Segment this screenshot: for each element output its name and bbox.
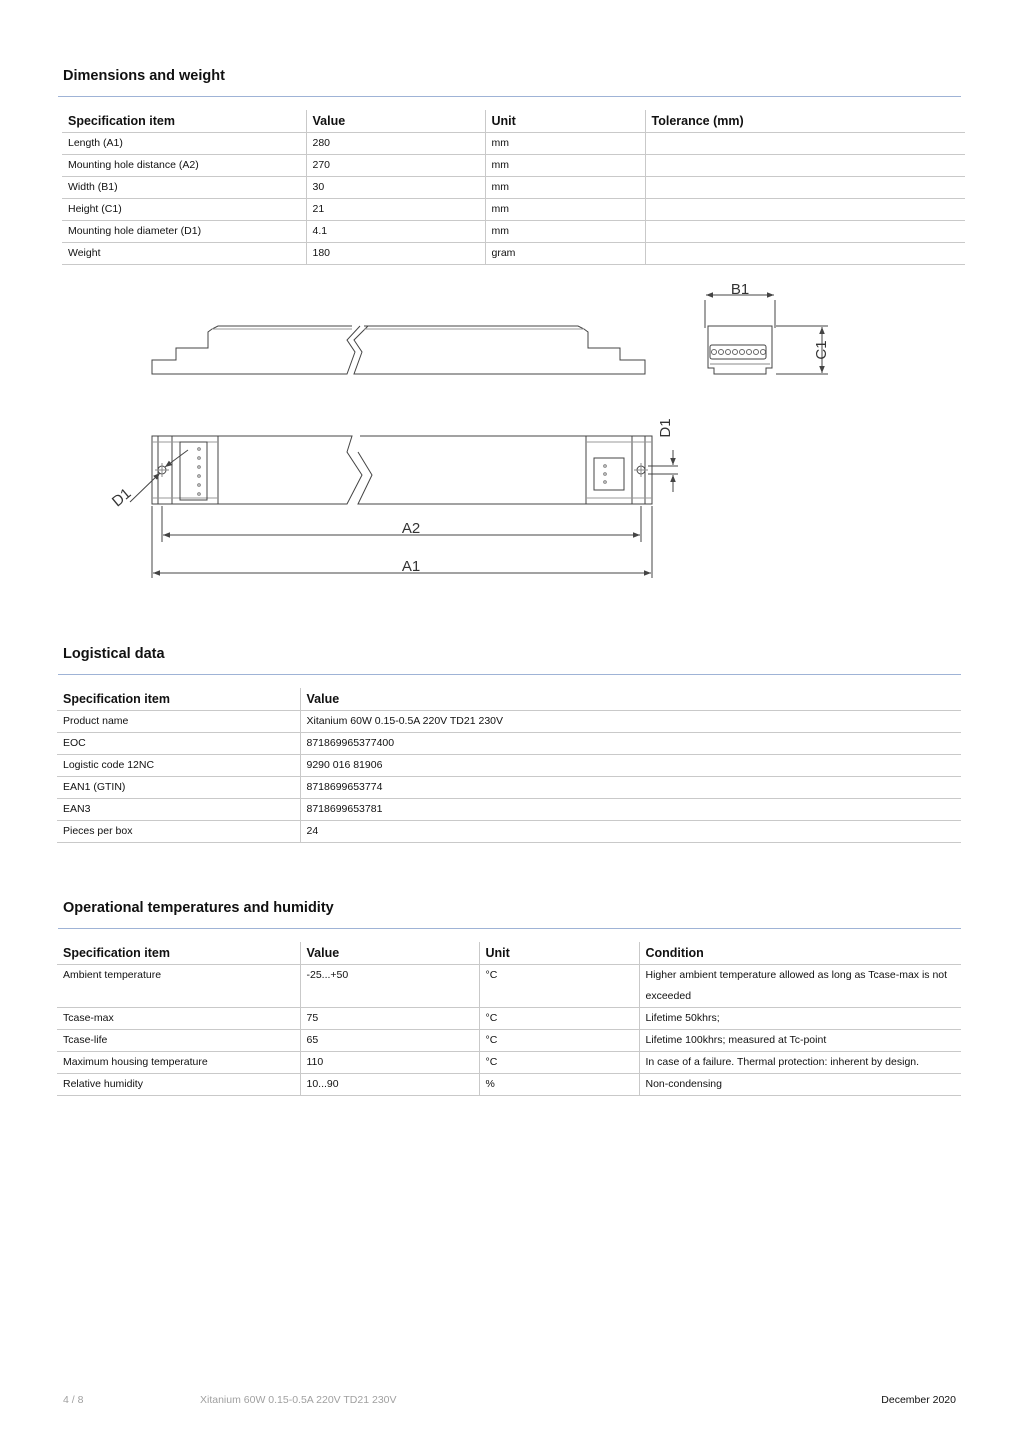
table-cell: Width (B1) xyxy=(62,177,306,199)
table-row xyxy=(62,243,965,265)
table-cell: In case of a failure. Thermal protection: inherent by design. xyxy=(639,1052,961,1074)
table-row xyxy=(57,1052,961,1074)
table-cell: °C xyxy=(479,965,639,1008)
table-header-cell: Specification item xyxy=(57,942,300,965)
table-header-row xyxy=(62,110,965,133)
table-cell: Tcase-life xyxy=(57,1030,300,1052)
table-cell: Tcase-max xyxy=(57,1008,300,1030)
table-cell: Xitanium 60W 0.15-0.5A 220V TD21 230V xyxy=(300,711,961,733)
table-header-cell: Value xyxy=(300,942,479,965)
section-title-logistical: Logistical data xyxy=(63,646,165,662)
table-row xyxy=(57,799,961,821)
section-divider xyxy=(58,96,961,97)
table-cell: mm xyxy=(485,177,645,199)
table-cell: 30 xyxy=(306,177,485,199)
table-cell: 21 xyxy=(306,199,485,221)
table-cell: % xyxy=(479,1074,639,1096)
table-row xyxy=(57,733,961,755)
table-cell: -25...+50 xyxy=(300,965,479,1008)
table-cell: 10...90 xyxy=(300,1074,479,1096)
table-cell: Logistic code 12NC xyxy=(57,755,300,777)
table-row xyxy=(57,777,961,799)
table-row xyxy=(57,755,961,777)
table-cell: Mounting hole distance (A2) xyxy=(62,155,306,177)
table-cell xyxy=(645,177,965,199)
table-cell: Pieces per box xyxy=(57,821,300,843)
table-header-cell: Value xyxy=(306,110,485,133)
table-row xyxy=(57,1008,961,1030)
table-header-cell: Specification item xyxy=(57,688,300,711)
table-row xyxy=(62,133,965,155)
table-cell: 4.1 xyxy=(306,221,485,243)
table-cell: gram xyxy=(485,243,645,265)
label-d1-right: D1 xyxy=(657,418,674,438)
label-c1: C1 xyxy=(813,340,830,360)
table-cell: °C xyxy=(479,1008,639,1030)
side-view xyxy=(152,326,645,374)
table-cell xyxy=(645,243,965,265)
table-cell: mm xyxy=(485,155,645,177)
section-title-operational: Operational temperatures and humidity xyxy=(63,900,334,916)
section-divider xyxy=(58,674,961,675)
table-cell: 8718699653774 xyxy=(300,777,961,799)
table-header-cell: Unit xyxy=(479,942,639,965)
dimensions-table xyxy=(62,110,965,265)
label-a1: A1 xyxy=(401,558,421,575)
table-cell: 75 xyxy=(300,1008,479,1030)
table-cell: 24 xyxy=(300,821,961,843)
table-cell: Product name xyxy=(57,711,300,733)
section-title-dimensions: Dimensions and weight xyxy=(63,68,225,84)
table-cell: mm xyxy=(485,133,645,155)
table-cell: Weight xyxy=(62,243,306,265)
table-cell: °C xyxy=(479,1030,639,1052)
table-row xyxy=(62,199,965,221)
table-cell xyxy=(645,133,965,155)
table-header-row xyxy=(57,942,961,965)
table-cell: Lifetime 50khrs; xyxy=(639,1008,961,1030)
operational-table xyxy=(57,942,961,1096)
table-header-cell: Condition xyxy=(639,942,961,965)
table-cell: 9290 016 81906 xyxy=(300,755,961,777)
table-header-cell: Tolerance (mm) xyxy=(645,110,965,133)
section-divider xyxy=(58,928,961,929)
table-row xyxy=(57,711,961,733)
table-cell: 180 xyxy=(306,243,485,265)
dimension-drawing xyxy=(0,270,1018,590)
label-b1: B1 xyxy=(730,281,750,298)
table-cell: Non-condensing xyxy=(639,1074,961,1096)
table-cell: Lifetime 100khrs; measured at Tc-point xyxy=(639,1030,961,1052)
table-cell: 280 xyxy=(306,133,485,155)
table-cell: 871869965377400 xyxy=(300,733,961,755)
logistical-table xyxy=(57,688,961,843)
table-cell: Higher ambient temperature allowed as long as Tcase-max is not exceeded xyxy=(639,965,961,1008)
footer-product-name: Xitanium 60W 0.15-0.5A 220V TD21 230V xyxy=(200,1394,397,1406)
table-cell: EOC xyxy=(57,733,300,755)
table-cell: Ambient temperature xyxy=(57,965,300,1008)
table-header-cell: Unit xyxy=(485,110,645,133)
table-row xyxy=(57,1030,961,1052)
table-cell: 110 xyxy=(300,1052,479,1074)
table-cell: Height (C1) xyxy=(62,199,306,221)
top-view xyxy=(130,436,678,578)
label-d1-left: D1 xyxy=(108,484,135,511)
table-cell: EAN1 (GTIN) xyxy=(57,777,300,799)
table-cell: Mounting hole diameter (D1) xyxy=(62,221,306,243)
table-cell xyxy=(645,199,965,221)
table-cell: 270 xyxy=(306,155,485,177)
table-cell: mm xyxy=(485,199,645,221)
table-header-cell: Value xyxy=(300,688,961,711)
table-row xyxy=(57,821,961,843)
table-cell: °C xyxy=(479,1052,639,1074)
table-cell: 8718699653781 xyxy=(300,799,961,821)
end-view xyxy=(705,295,828,374)
table-cell xyxy=(645,155,965,177)
table-row xyxy=(57,965,961,1008)
table-row xyxy=(62,177,965,199)
table-cell: 65 xyxy=(300,1030,479,1052)
table-cell: mm xyxy=(485,221,645,243)
table-cell: Length (A1) xyxy=(62,133,306,155)
table-row xyxy=(62,221,965,243)
footer-page-number: 4 / 8 xyxy=(63,1394,84,1406)
table-cell: Relative humidity xyxy=(57,1074,300,1096)
table-row xyxy=(62,155,965,177)
table-cell xyxy=(645,221,965,243)
table-cell: Maximum housing temperature xyxy=(57,1052,300,1074)
table-header-row xyxy=(57,688,961,711)
table-header-cell: Specification item xyxy=(62,110,306,133)
label-a2: A2 xyxy=(401,520,421,537)
table-cell: EAN3 xyxy=(57,799,300,821)
table-row xyxy=(57,1074,961,1096)
footer-date: December 2020 xyxy=(881,1394,956,1406)
